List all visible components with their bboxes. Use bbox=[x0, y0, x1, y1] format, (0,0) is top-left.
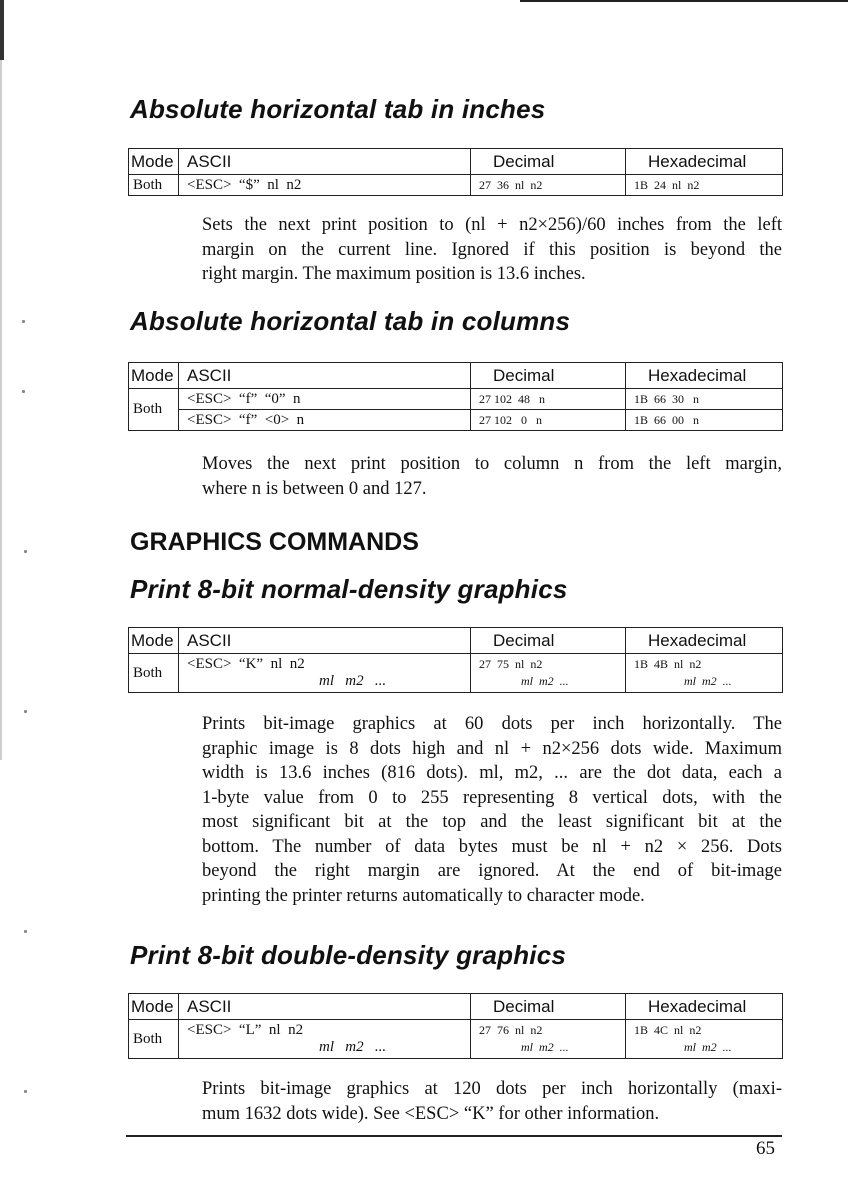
text-line: printing the printer returns automatically to character mode. bbox=[202, 885, 645, 906]
cell-mode: Both bbox=[129, 654, 179, 693]
cell-hex bbox=[626, 1020, 783, 1059]
header-hex: Hexadecimal bbox=[626, 628, 783, 654]
binding-edge bbox=[0, 60, 2, 760]
cell-decimal: 27 102 48 n bbox=[471, 389, 626, 410]
command-table-normal-density bbox=[128, 627, 783, 693]
decimal-line-2: ml m2 ... bbox=[521, 674, 569, 688]
ascii-line-1: <ESC> “K” nl n2 bbox=[187, 656, 305, 672]
hex-line-1: 1B 4C nl n2 bbox=[634, 1023, 702, 1037]
cell-ascii: <ESC> “f” “0” n bbox=[179, 389, 471, 410]
text-line: Prints bit-image graphics at 120 dots per inch horizontally (maxi- bbox=[202, 1079, 782, 1099]
header-mode: Mode bbox=[129, 363, 179, 389]
description-normal-density bbox=[202, 712, 782, 908]
header-hex: Hexadecimal bbox=[626, 363, 783, 389]
hex-line-2: ml m2 ... bbox=[684, 1040, 732, 1054]
header-ascii: ASCII bbox=[179, 363, 471, 389]
text-line: where n is between 0 and 127. bbox=[202, 478, 427, 499]
cell-ascii: <ESC> “f” <0> n bbox=[179, 410, 471, 431]
description-double-density bbox=[202, 1077, 782, 1126]
cell-ascii bbox=[179, 654, 471, 693]
header-mode: Mode bbox=[129, 628, 179, 654]
text-line: Prints bit-image graphics at 60 dots per inch horizontally. The bbox=[202, 714, 782, 734]
cell-decimal: 27 36 nl n2 bbox=[471, 175, 626, 196]
section-title-normal-density: Print 8-bit normal-density graphics bbox=[130, 574, 568, 604]
hex-line-2: ml m2 ... bbox=[684, 674, 732, 688]
cell-hex bbox=[626, 654, 783, 693]
header-decimal: Decimal bbox=[471, 994, 626, 1020]
text-line: Moves the next print position to column n from the left margin, bbox=[202, 454, 782, 474]
cell-mode: Both bbox=[129, 389, 179, 431]
scan-speck bbox=[24, 930, 27, 933]
text-line: graphic image is 8 dots high and nl + n2×256 dots wide. Maximum bbox=[202, 738, 782, 759]
top-rule bbox=[520, 0, 848, 2]
header-decimal: Decimal bbox=[471, 363, 626, 389]
description-tab-columns bbox=[202, 452, 782, 501]
decimal-line-2: ml m2 ... bbox=[521, 1040, 569, 1054]
header-ascii: ASCII bbox=[179, 149, 471, 175]
command-table-double-density bbox=[128, 993, 783, 1059]
cell-decimal: 27 102 0 n bbox=[471, 410, 626, 431]
header-mode: Mode bbox=[129, 149, 179, 175]
section-title-tab-inches: Absolute horizontal tab in inches bbox=[130, 94, 546, 124]
ascii-line-2: ml m2 ... bbox=[319, 1039, 387, 1055]
cell-decimal bbox=[471, 1020, 626, 1059]
scan-speck bbox=[24, 710, 27, 713]
header-decimal: Decimal bbox=[471, 628, 626, 654]
section-title-tab-columns: Absolute horizontal tab in columns bbox=[130, 306, 571, 336]
hex-line-1: 1B 4B nl n2 bbox=[634, 657, 702, 671]
header-hex: Hexadecimal bbox=[626, 994, 783, 1020]
cell-mode: Both bbox=[129, 175, 179, 196]
cell-hex: 1B 24 nl n2 bbox=[626, 175, 783, 196]
header-ascii: ASCII bbox=[179, 628, 471, 654]
text-line: mum 1632 dots wide). See <ESC> “K” for other information. bbox=[202, 1103, 660, 1124]
cell-mode: Both bbox=[129, 1020, 179, 1059]
header-mode: Mode bbox=[129, 994, 179, 1020]
text-line: most significant bit at the top and the least significant bit at the bbox=[202, 812, 782, 832]
command-table-tab-columns bbox=[128, 362, 783, 431]
ascii-line-1: <ESC> “L” nl n2 bbox=[187, 1022, 304, 1038]
cell-hex: 1B 66 30 n bbox=[626, 389, 783, 410]
header-hex: Hexadecimal bbox=[626, 149, 783, 175]
scan-speck bbox=[24, 550, 27, 553]
decimal-line-1: 27 76 nl n2 bbox=[479, 1023, 543, 1037]
ascii-line-2: ml m2 ... bbox=[319, 673, 387, 689]
binding-mark bbox=[0, 0, 4, 60]
text-line: beyond the right margin are ignored. At the end of bit-image bbox=[202, 861, 782, 881]
scan-speck bbox=[22, 320, 25, 323]
graphics-commands-heading: GRAPHICS COMMANDS bbox=[130, 528, 419, 556]
text-line: Sets the next print position to (nl + n2×256)/60 inches from the left bbox=[202, 215, 782, 235]
command-table-tab-inches bbox=[128, 148, 783, 196]
cell-ascii: <ESC> “$” nl n2 bbox=[179, 175, 471, 196]
scan-speck bbox=[22, 390, 25, 393]
decimal-line-1: 27 75 nl n2 bbox=[479, 657, 543, 671]
scan-speck bbox=[24, 1090, 27, 1093]
header-ascii: ASCII bbox=[179, 994, 471, 1020]
cell-hex: 1B 66 00 n bbox=[626, 410, 783, 431]
page-number: 65 bbox=[756, 1138, 775, 1159]
section-title-double-density: Print 8-bit double-density graphics bbox=[130, 940, 567, 970]
text-line: 1-byte value from 0 to 255 representing 8 vertical dots, with the bbox=[202, 787, 782, 808]
cell-ascii bbox=[179, 1020, 471, 1059]
description-tab-inches bbox=[202, 213, 782, 287]
footer-rule bbox=[126, 1135, 782, 1137]
text-line: bottom. The number of data bytes must be nl + n2 × 256. Dots bbox=[202, 836, 782, 857]
text-line: right margin. The maximum position is 13.6 inches. bbox=[202, 264, 586, 284]
text-line: width is 13.6 inches (816 dots). ml, m2, ... are the dot data, each a bbox=[202, 763, 782, 783]
header-decimal: Decimal bbox=[471, 149, 626, 175]
text-line: margin on the current line. Ignored if this position is beyond the bbox=[202, 239, 782, 260]
cell-decimal bbox=[471, 654, 626, 693]
